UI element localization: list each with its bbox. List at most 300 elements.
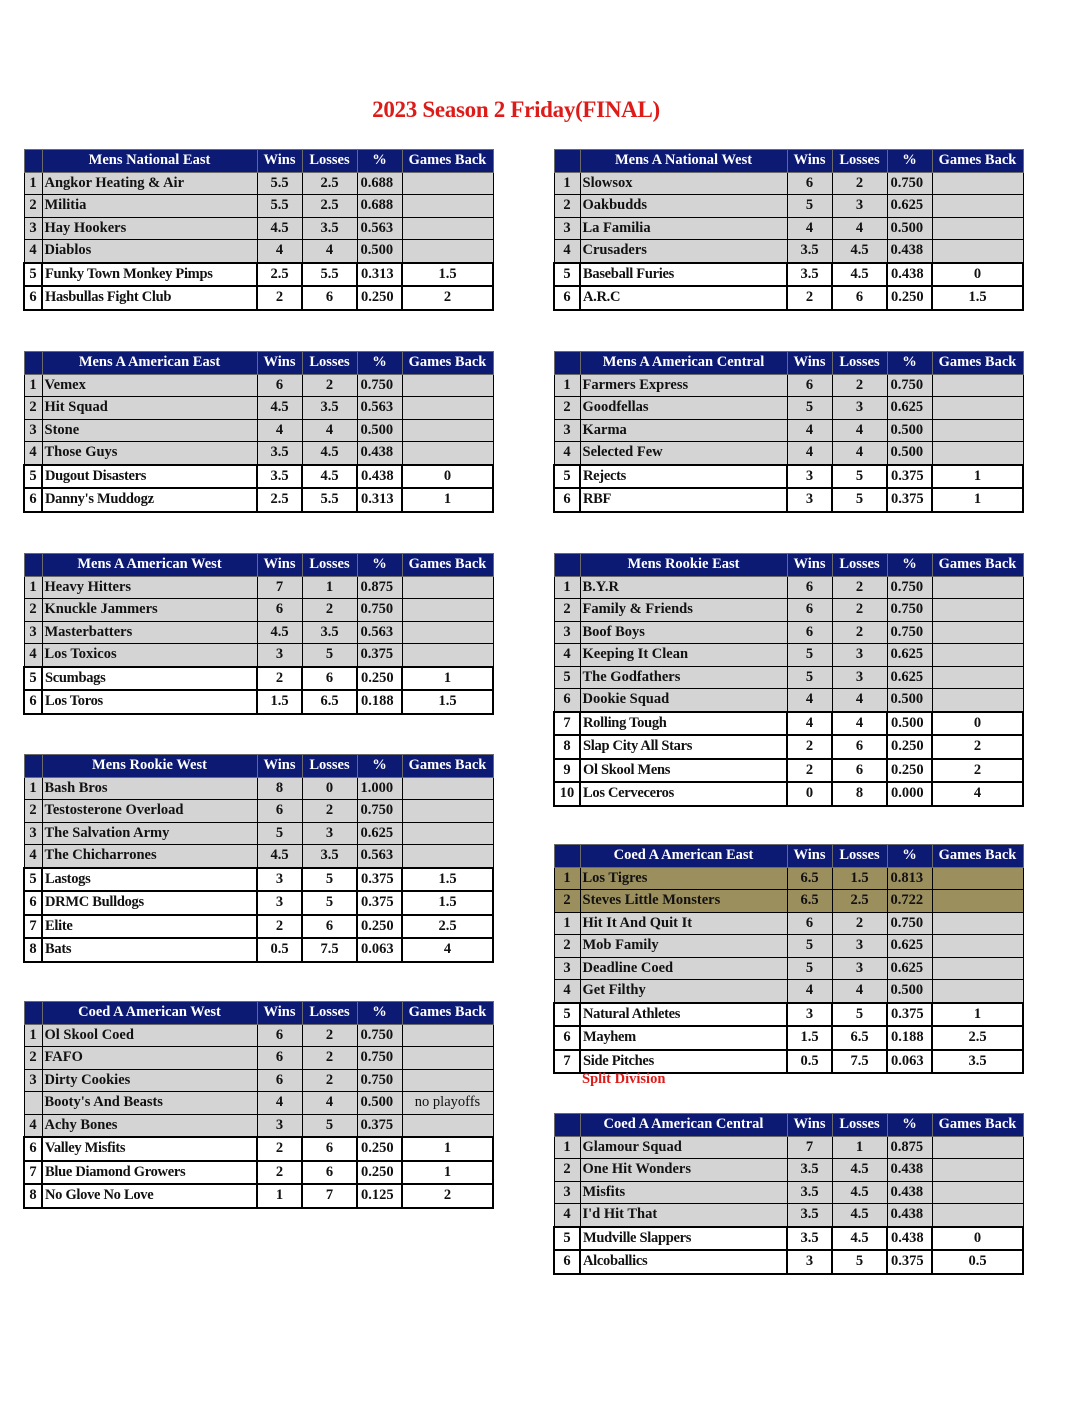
team-rank: 4: [554, 1204, 580, 1227]
team-name: Hay Hookers: [42, 217, 257, 240]
table-row: [554, 1227, 1023, 1251]
team-rank: 2: [554, 397, 580, 420]
games-back-value: [402, 800, 493, 823]
standings-table-mens-a-american-east: [23, 351, 494, 513]
team-rank: 3: [24, 621, 42, 644]
division-name: Mens A National West: [580, 150, 787, 173]
losses-value: 4.5: [832, 263, 887, 287]
table-row: [554, 1026, 1023, 1050]
losses-value: 4.5: [832, 1204, 887, 1227]
team-name: Blue Diamond Growers: [42, 1161, 257, 1185]
wins-header: Wins: [257, 554, 302, 577]
team-rank: 2: [24, 397, 42, 420]
games-back-value: [932, 442, 1023, 465]
wins-value: 3: [787, 465, 832, 489]
team-rank: 5: [554, 465, 580, 489]
wins-value: 4: [787, 712, 832, 736]
losses-value: 6: [302, 915, 357, 939]
wins-value: 4.5: [257, 397, 302, 420]
team-rank: 3: [554, 419, 580, 442]
table-row: [554, 195, 1023, 218]
losses-value: 2: [832, 172, 887, 195]
games-back-value: 0: [932, 1227, 1023, 1251]
pct-value: 0.250: [357, 915, 402, 939]
wins-value: 3.5: [787, 1227, 832, 1251]
pct-value: 0.688: [357, 195, 402, 218]
games-back-value: 1: [932, 465, 1023, 489]
rank-header: [554, 845, 580, 868]
pct-value: 0.438: [357, 465, 402, 489]
losses-value: 1: [302, 576, 357, 599]
wins-value: 6: [257, 599, 302, 622]
table-row: [24, 217, 493, 240]
wins-value: 4: [257, 1092, 302, 1115]
pct-header: %: [357, 755, 402, 778]
pct-value: 1.000: [357, 777, 402, 800]
pct-value: 0.500: [887, 217, 932, 240]
games-back-value: [402, 442, 493, 465]
table-row: [554, 712, 1023, 736]
team-rank: 1: [554, 172, 580, 195]
team-rank: 5: [24, 263, 42, 287]
wins-value: 3.5: [787, 240, 832, 263]
pct-value: 0.625: [357, 822, 402, 845]
rank-header: [24, 1002, 42, 1025]
team-rank: 3: [554, 621, 580, 644]
games-back-value: [402, 777, 493, 800]
pct-value: 0.125: [357, 1184, 402, 1208]
table-row: [24, 374, 493, 397]
pct-header: %: [887, 554, 932, 577]
wins-value: 4: [787, 217, 832, 240]
games-back-value: 2: [402, 1184, 493, 1208]
wins-value: 4.5: [257, 621, 302, 644]
pct-value: 0.750: [357, 374, 402, 397]
table-header-row: [554, 1114, 1023, 1137]
pct-value: 0.438: [887, 1204, 932, 1227]
standings-table-mens-national-east: [23, 149, 494, 311]
table-row: [24, 1047, 493, 1070]
pct-value: 0.375: [357, 868, 402, 892]
losses-value: 3: [832, 666, 887, 689]
division-name: Mens Rookie West: [42, 755, 257, 778]
table-header-row: [24, 150, 493, 173]
pct-value: 0.625: [887, 957, 932, 980]
pct-value: 0.188: [357, 690, 402, 714]
wins-value: 2: [257, 915, 302, 939]
team-rank: 5: [554, 263, 580, 287]
wins-value: 3: [257, 644, 302, 667]
wins-header: Wins: [787, 1114, 832, 1137]
team-rank: 4: [554, 442, 580, 465]
table-row: [24, 621, 493, 644]
losses-value: 6: [302, 1137, 357, 1161]
wins-value: 2: [257, 1137, 302, 1161]
division-name: Coed A American East: [580, 845, 787, 868]
wins-value: 3.5: [257, 442, 302, 465]
games-back-value: [932, 935, 1023, 958]
standings-table-mens-rookie-east: [553, 553, 1024, 807]
team-name: Militia: [42, 195, 257, 218]
pct-value: 0.688: [357, 172, 402, 195]
wins-value: 5: [787, 195, 832, 218]
team-rank: 2: [554, 195, 580, 218]
table-row: [24, 644, 493, 667]
games-back-value: 2: [932, 735, 1023, 759]
team-name: Dugout Disasters: [42, 465, 257, 489]
losses-header: Losses: [832, 845, 887, 868]
games-back-value: [932, 397, 1023, 420]
table-row: [24, 576, 493, 599]
games-back-value: 1: [932, 488, 1023, 512]
losses-value: 5.5: [302, 263, 357, 287]
losses-value: 2: [832, 621, 887, 644]
team-rank: 6: [24, 1137, 42, 1161]
team-rank: 6: [554, 1026, 580, 1050]
table-header-row: [554, 150, 1023, 173]
losses-value: 2: [302, 800, 357, 823]
pct-value: 0.250: [887, 759, 932, 783]
pct-value: 0.875: [357, 576, 402, 599]
team-name: Get Filthy: [580, 980, 787, 1003]
page-title: 2023 Season 2 Friday(FINAL): [372, 97, 660, 122]
wins-value: 3.5: [787, 1181, 832, 1204]
team-rank: 4: [24, 644, 42, 667]
rank-header: [24, 755, 42, 778]
table-row: [24, 777, 493, 800]
losses-value: 3: [832, 397, 887, 420]
pct-value: 0.813: [887, 867, 932, 890]
wins-value: 1: [257, 1184, 302, 1208]
table-row: [24, 419, 493, 442]
games-back-value: [932, 890, 1023, 913]
team-name: Rolling Tough: [580, 712, 787, 736]
table-row: [554, 1050, 1023, 1074]
rank-header: [554, 150, 580, 173]
games-back-header: Games Back: [932, 1114, 1023, 1137]
pct-value: 0.750: [357, 599, 402, 622]
games-back-value: 1.5: [932, 286, 1023, 310]
team-name: Rejects: [580, 465, 787, 489]
losses-value: 2: [832, 912, 887, 935]
team-rank: 1: [24, 172, 42, 195]
losses-value: 6.5: [832, 1026, 887, 1050]
team-rank: 1: [554, 374, 580, 397]
pct-value: 0.500: [887, 689, 932, 712]
team-rank: 6: [554, 1250, 580, 1274]
pct-header: %: [357, 554, 402, 577]
wins-value: 1.5: [787, 1026, 832, 1050]
pct-value: 0.063: [887, 1050, 932, 1074]
games-back-value: [402, 1069, 493, 1092]
wins-value: 4: [787, 689, 832, 712]
wins-value: 2: [257, 286, 302, 310]
wins-value: 4.5: [257, 845, 302, 868]
wins-header: Wins: [257, 150, 302, 173]
table-row: [554, 1159, 1023, 1182]
losses-value: 2: [302, 374, 357, 397]
table-row: [24, 690, 493, 714]
rank-header: [554, 352, 580, 375]
table-row: [24, 891, 493, 915]
table-row: [24, 1184, 493, 1208]
team-name: Heavy Hitters: [42, 576, 257, 599]
team-name: B.Y.R: [580, 576, 787, 599]
games-back-value: [402, 576, 493, 599]
games-back-value: [402, 172, 493, 195]
wins-value: 6: [257, 1024, 302, 1047]
table-row: [24, 172, 493, 195]
games-back-value: [932, 912, 1023, 935]
team-name: Stone: [42, 419, 257, 442]
games-back-value: [402, 845, 493, 868]
games-back-value: [932, 195, 1023, 218]
team-rank: 6: [24, 690, 42, 714]
games-back-value: [932, 172, 1023, 195]
games-back-value: 1: [402, 1161, 493, 1185]
wins-value: 2: [787, 286, 832, 310]
pct-value: 0.750: [357, 1024, 402, 1047]
table-row: [24, 442, 493, 465]
pct-value: 0.563: [357, 397, 402, 420]
pct-value: 0.625: [887, 666, 932, 689]
team-name: Mudville Slappers: [580, 1227, 787, 1251]
losses-value: 6: [302, 1161, 357, 1185]
wins-value: 2: [787, 735, 832, 759]
team-rank: 2: [24, 1047, 42, 1070]
losses-value: 3.5: [302, 397, 357, 420]
games-back-value: [932, 1204, 1023, 1227]
table-row: [554, 286, 1023, 310]
games-back-value: [932, 1136, 1023, 1159]
wins-value: 4: [257, 419, 302, 442]
games-back-value: [402, 1024, 493, 1047]
team-name: No Glove No Love: [42, 1184, 257, 1208]
team-rank: 3: [24, 419, 42, 442]
wins-value: 5: [787, 957, 832, 980]
team-rank: 4: [554, 980, 580, 1003]
team-rank: 3: [554, 217, 580, 240]
pct-value: 0.750: [887, 576, 932, 599]
pct-value: 0.750: [887, 599, 932, 622]
team-name: Steves Little Monsters: [580, 890, 787, 913]
team-rank: 1: [554, 867, 580, 890]
rank-header: [24, 150, 42, 173]
team-name: Valley Misfits: [42, 1137, 257, 1161]
team-name: Danny's Muddogz: [42, 488, 257, 512]
losses-value: 5: [832, 488, 887, 512]
losses-header: Losses: [832, 150, 887, 173]
pct-value: 0.500: [887, 712, 932, 736]
pct-value: 0.438: [887, 240, 932, 263]
team-name: Selected Few: [580, 442, 787, 465]
wins-value: 7: [257, 576, 302, 599]
games-back-value: [932, 689, 1023, 712]
table-row: [24, 286, 493, 310]
pct-value: 0.875: [887, 1136, 932, 1159]
table-header-row: [24, 352, 493, 375]
table-row: [554, 957, 1023, 980]
team-name: La Familia: [580, 217, 787, 240]
pct-value: 0.625: [887, 397, 932, 420]
wins-value: 6: [257, 374, 302, 397]
pct-value: 0.375: [887, 1003, 932, 1027]
team-rank: 1: [554, 1136, 580, 1159]
team-name: Slap City All Stars: [580, 735, 787, 759]
team-name: Elite: [42, 915, 257, 939]
table-row: [24, 667, 493, 691]
losses-value: 5: [302, 868, 357, 892]
team-name: Deadline Coed: [580, 957, 787, 980]
games-back-value: [932, 576, 1023, 599]
team-name: Mob Family: [580, 935, 787, 958]
wins-value: 4: [787, 980, 832, 1003]
table-row: [554, 576, 1023, 599]
games-back-value: 1: [932, 1003, 1023, 1027]
wins-value: 2: [257, 667, 302, 691]
wins-header: Wins: [787, 554, 832, 577]
games-back-value: [932, 599, 1023, 622]
team-rank: 6: [24, 286, 42, 310]
table-row: [554, 621, 1023, 644]
wins-value: 6: [787, 912, 832, 935]
team-name: Funky Town Monkey Pimps: [42, 263, 257, 287]
table-row: [554, 912, 1023, 935]
table-row: [24, 868, 493, 892]
team-rank: 3: [554, 957, 580, 980]
games-back-header: Games Back: [932, 352, 1023, 375]
team-name: Side Pitches: [580, 1050, 787, 1074]
pct-header: %: [887, 1114, 932, 1137]
standings-table-mens-rookie-west: [23, 754, 494, 963]
table-row: [554, 1250, 1023, 1274]
team-name: The Godfathers: [580, 666, 787, 689]
pct-value: 0.625: [887, 935, 932, 958]
losses-value: 3.5: [302, 845, 357, 868]
pct-value: 0.500: [887, 419, 932, 442]
wins-value: 0.5: [257, 938, 302, 962]
games-back-header: Games Back: [932, 845, 1023, 868]
losses-value: 5: [302, 644, 357, 667]
team-rank: 4: [554, 240, 580, 263]
rank-header: [24, 352, 42, 375]
pct-value: 0.500: [887, 442, 932, 465]
team-rank: 2: [554, 1159, 580, 1182]
team-name: Crusaders: [580, 240, 787, 263]
games-back-header: Games Back: [402, 755, 493, 778]
team-name: Diablos: [42, 240, 257, 263]
losses-value: 3: [832, 644, 887, 667]
table-row: [554, 374, 1023, 397]
team-rank: 3: [554, 1181, 580, 1204]
losses-value: 3.5: [302, 621, 357, 644]
table-row: [554, 599, 1023, 622]
games-back-value: [402, 822, 493, 845]
losses-value: 5: [832, 1003, 887, 1027]
standings-table-coed-a-american-central: [553, 1113, 1024, 1275]
table-row: [554, 890, 1023, 913]
losses-value: 8: [832, 782, 887, 806]
losses-value: 4: [302, 240, 357, 263]
table-header-row: [554, 352, 1023, 375]
losses-value: 2: [302, 1047, 357, 1070]
losses-value: 7.5: [302, 938, 357, 962]
wins-value: 3: [787, 1003, 832, 1027]
team-rank: 3: [24, 822, 42, 845]
losses-value: 3: [302, 822, 357, 845]
pct-value: 0.750: [357, 1069, 402, 1092]
games-back-value: [932, 419, 1023, 442]
pct-header: %: [887, 352, 932, 375]
table-row: [554, 1181, 1023, 1204]
team-name: Misfits: [580, 1181, 787, 1204]
games-back-value: 2.5: [402, 915, 493, 939]
team-rank: 2: [24, 195, 42, 218]
wins-value: 3.5: [257, 465, 302, 489]
team-name: Lastogs: [42, 868, 257, 892]
table-row: [554, 644, 1023, 667]
team-name: Hit It And Quit It: [580, 912, 787, 935]
team-rank: 6: [554, 488, 580, 512]
losses-value: 2: [302, 1024, 357, 1047]
table-row: [554, 240, 1023, 263]
games-back-value: 1: [402, 1137, 493, 1161]
team-name: Family & Friends: [580, 599, 787, 622]
games-back-value: [402, 419, 493, 442]
team-name: Los Cerveceros: [580, 782, 787, 806]
team-name: Karma: [580, 419, 787, 442]
wins-value: 6: [257, 1047, 302, 1070]
wins-value: 3: [787, 488, 832, 512]
losses-value: 4.5: [302, 442, 357, 465]
team-name: Angkor Heating & Air: [42, 172, 257, 195]
team-name: Goodfellas: [580, 397, 787, 420]
team-name: The Salvation Army: [42, 822, 257, 845]
team-rank: 6: [24, 488, 42, 512]
wins-header: Wins: [787, 845, 832, 868]
table-row: [24, 1024, 493, 1047]
standings-table-mens-a-national-west: [553, 149, 1024, 311]
wins-value: 6: [787, 172, 832, 195]
wins-value: 7: [787, 1136, 832, 1159]
games-back-value: [932, 240, 1023, 263]
games-back-header: Games Back: [932, 150, 1023, 173]
wins-value: 6: [257, 800, 302, 823]
division-name: Mens A American East: [42, 352, 257, 375]
table-row: [24, 465, 493, 489]
team-name: Those Guys: [42, 442, 257, 465]
team-rank: 2: [554, 890, 580, 913]
team-rank: 7: [24, 915, 42, 939]
pct-value: 0.500: [357, 419, 402, 442]
team-name: Booty's And Beasts: [42, 1092, 257, 1115]
team-rank: [24, 1092, 42, 1115]
table-row: [24, 263, 493, 287]
team-rank: 2: [554, 599, 580, 622]
pct-value: 0.375: [357, 1114, 402, 1137]
wins-value: 5.5: [257, 172, 302, 195]
losses-value: 3: [832, 957, 887, 980]
pct-value: 0.438: [357, 442, 402, 465]
table-row: [554, 935, 1023, 958]
table-row: [554, 689, 1023, 712]
losses-value: 4.5: [832, 1159, 887, 1182]
team-name: Masterbatters: [42, 621, 257, 644]
table-header-row: [554, 554, 1023, 577]
wins-value: 5: [787, 644, 832, 667]
table-row: [24, 1137, 493, 1161]
pct-value: 0.563: [357, 845, 402, 868]
